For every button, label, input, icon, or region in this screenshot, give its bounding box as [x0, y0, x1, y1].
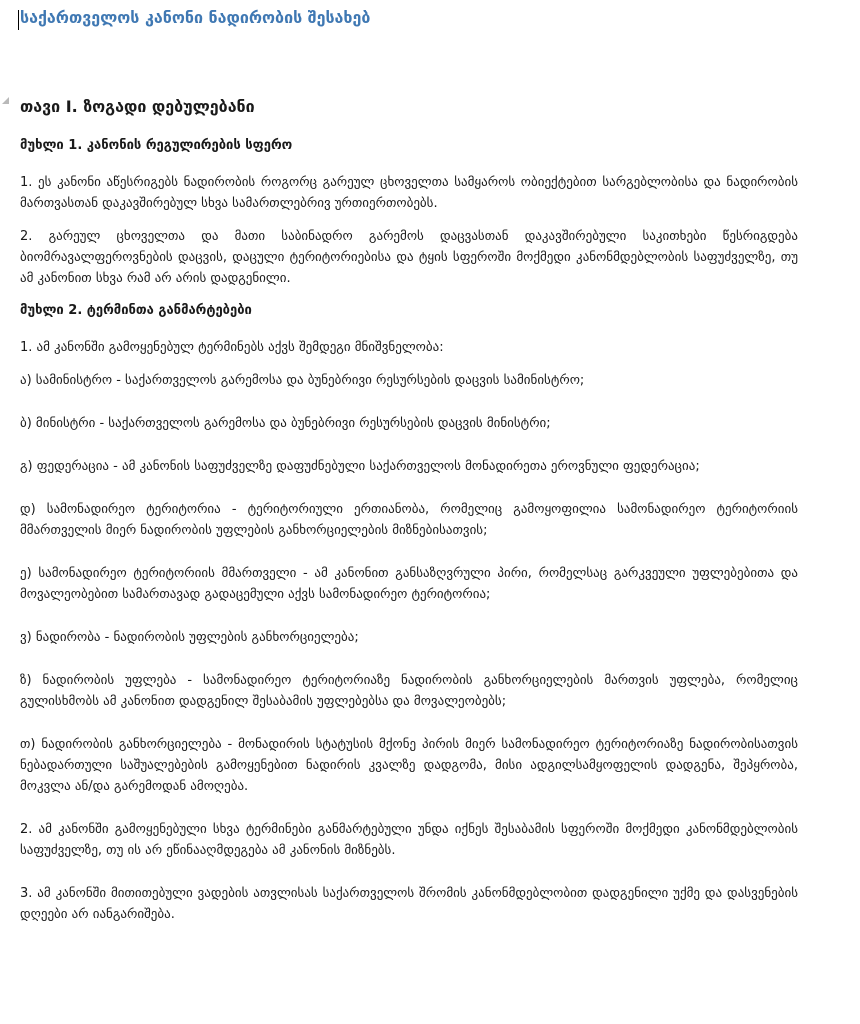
definition-item: ბ) მინისტრი - საქართველოს გარემოსა და ბუნებრივი რესურსების დაცვის მინისტრი; — [20, 416, 551, 431]
article-1-paragraph-2: 2. გარეულ ცხოველთა და მათი საბინადრო გარემოს დაცვასთან დაკავშირებული საკითხები წესრიგდება ბიომრავალფეროვნების დაცვის, დაცული ტერიტორიებისა და ტყის სფეროში მოქმედი კანონმდებლობის საფუძველზე, თუ ამ კანონით სხვა რამ არ არის დადგენილი. — [20, 229, 798, 286]
document-body — [20, 96, 798, 937]
article-2-intro: 1. ამ კანონში გამოყენებულ ტერმინებს აქვს შემდეგი მნიშვნელობა: — [20, 340, 444, 355]
article-1-paragraph-1: 1. ეს კანონი აწესრიგებს ნადირობის როგორც გარეულ ცხოველთა სამყაროს ობიექტებით სარგებლობისა და ნადირობის მართვასთან დაკავშირებულ სხვა სამართლებრივ ურთიერთობებს. — [20, 175, 798, 211]
definition-item: ა) სამინისტრო - საქართველოს გარემოსა და ბუნებრივი რესურსების დაცვის სამინისტრო; — [20, 373, 585, 388]
article-2-paragraph-2: 2. ამ კანონში გამოყენებული სხვა ტერმინები განმარტებული უნდა იქნეს შესაბამის სფეროში მოქმედი კანონმდებლობის საფუძველზე, თუ ის არ ეწინააღმდეგება ამ კანონის მიზნებს. — [20, 822, 798, 858]
definition-item: თ) ნადირობის განხორციელება - მონადირის სტატუსის მქონე პირის მიერ სამონადირეო ტერიტორიაზე ნადირობისათვის ნებადართული საშუალებების გამოყენებით ნადირის კვალზე დადგომა, მისი ადგილსამყოფელის დადგენა, შეპყრობა, მოკვლა ან/და გარემოდან ამოღება. — [20, 737, 798, 794]
definition-item: დ) სამონადირეო ტერიტორია - ტერიტორიული ერთიანობა, რომელიც გამოყოფილია სამონადირეო ტერიტორიის მმართველის მიერ ნადირობის უფლების განხორციელების მიზნებისათვის; — [20, 502, 798, 538]
chapter-heading: თავი I. ზოგადი დებულებანი — [20, 97, 255, 116]
article-2-paragraph-3: 3. ამ კანონში მითითებული ვადების ათვლისას საქართველოს შრომის კანონმდებლობით დადგენილი უქმე და დასვენების დღეები არ იანგარიშება. — [20, 886, 798, 922]
article-1-heading: მუხლი 1. კანონის რეგულირების სფერო — [20, 138, 293, 153]
document-title: საქართველოს კანონი ნადირობის შესახებ — [20, 8, 371, 27]
definition-item: ვ) ნადირობა - ნადირობის უფლების განხორციელება; — [20, 630, 359, 645]
article-2-heading: მუხლი 2. ტერმინთა განმარტებები — [20, 303, 252, 318]
definition-item: ე) სამონადირეო ტერიტორიის მმართველი - ამ კანონით განსაზღვრული პირი, რომელსაც გარკვეული უფლებებითა და მოვალეობებით სამართავად გადაცემული აქვს სამონადირეო ტერიტორია; — [20, 566, 798, 602]
text-cursor — [18, 10, 19, 30]
collapse-arrow-icon[interactable] — [2, 97, 9, 104]
definition-item: ზ) ნადირობის უფლება - სამონადირეო ტერიტორიაზე ნადირობის განხორციელების მართვის უფლება, რომელიც გულისხმობს ამ კანონით დადგენილ შესაბამის უფლებებსა და მოვალეობებს; — [20, 673, 798, 709]
definition-item: გ) ფედერაცია - ამ კანონის საფუძველზე დაფუძნებული საქართველოს მონადირეთა ეროვნული ფედერაცია; — [20, 459, 700, 474]
